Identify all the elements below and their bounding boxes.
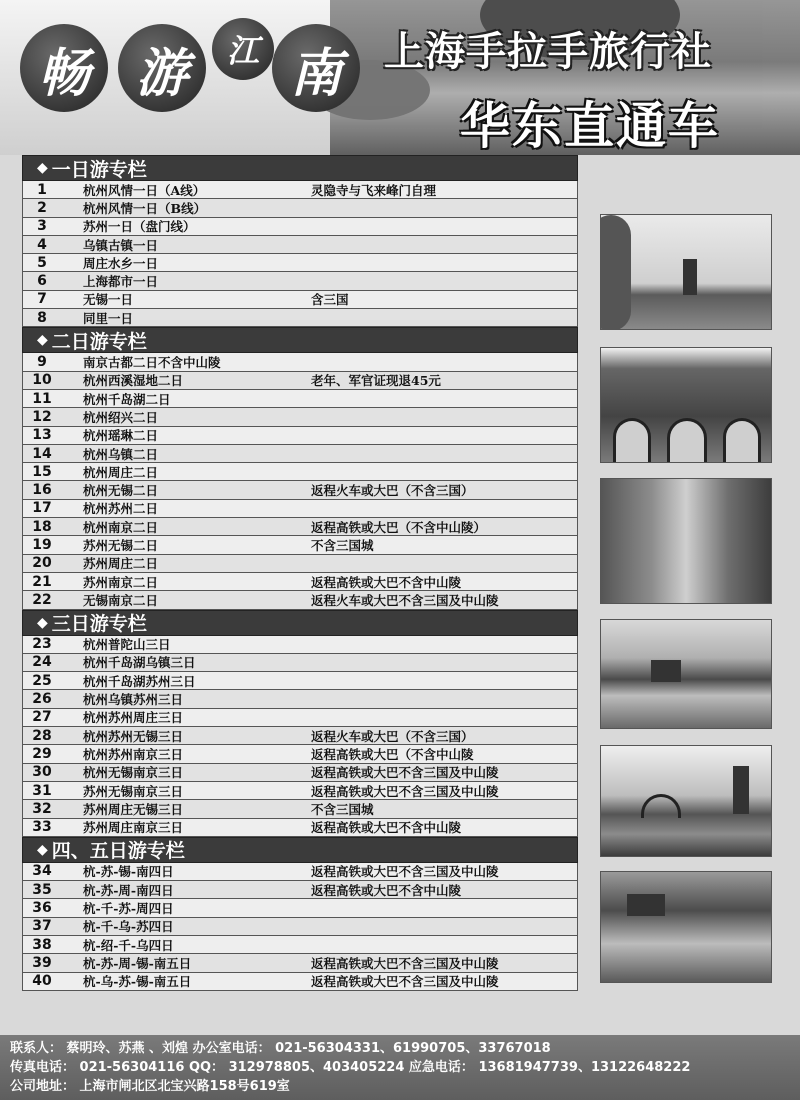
tour-row — [22, 954, 578, 972]
tour-row — [22, 254, 578, 272]
tour-route: 无锡南京二日 — [83, 592, 159, 608]
tour-row — [22, 390, 578, 408]
title-char: 南 — [289, 42, 342, 104]
tour-number: 16 — [32, 482, 52, 499]
photo-water-town-canal — [600, 478, 772, 604]
tour-row — [22, 518, 578, 536]
pagoda-shape — [683, 259, 697, 295]
section-header — [22, 610, 578, 636]
tour-route: 杭州南京二日 — [83, 519, 159, 535]
tour-row — [22, 573, 578, 591]
tour-number: 11 — [32, 390, 52, 407]
tour-row — [22, 654, 578, 672]
tour-number: 36 — [32, 900, 52, 917]
tour-row — [22, 918, 578, 936]
tour-row — [22, 800, 578, 818]
tour-row — [22, 973, 578, 991]
tour-route: 上海都市一日 — [83, 274, 159, 290]
tour-row — [22, 709, 578, 727]
tour-number: 2 — [37, 199, 47, 216]
tour-list — [22, 155, 578, 991]
tour-note: 返程高铁或大巴（不含中山陵 — [311, 746, 474, 762]
tour-route: 杭州瑶琳二日 — [83, 428, 159, 444]
photo-garden-rockery — [600, 871, 772, 983]
tour-route: 杭州乌镇苏州三日 — [83, 692, 184, 708]
tour-row — [22, 782, 578, 800]
archway-shape — [613, 418, 651, 463]
photo-lake-pavilion — [600, 619, 772, 729]
section-rows — [22, 863, 578, 991]
tour-number: 20 — [32, 555, 52, 572]
title-char-circle — [272, 24, 360, 112]
tour-route: 乌镇古镇一日 — [83, 237, 159, 253]
tour-number: 29 — [32, 745, 52, 762]
tour-number: 4 — [37, 236, 47, 253]
tour-route: 杭州风情一日（B线） — [83, 200, 207, 216]
tour-row — [22, 272, 578, 290]
tour-number: 33 — [32, 819, 52, 836]
diamond-bullet-icon: ◆ — [37, 160, 48, 176]
photo-gate-archway — [600, 347, 772, 463]
fax-qq-line: 传真电话： 021-56304116 QQ： 312978805、403405224 应急电话： 13681947739、13122648222 — [10, 1060, 691, 1075]
tour-number: 27 — [32, 709, 52, 726]
tour-number: 25 — [32, 672, 52, 689]
tour-number: 22 — [32, 591, 52, 608]
tour-row — [22, 764, 578, 782]
tour-route: 杭-绍-千-乌四日 — [83, 937, 174, 953]
tour-route: 杭州周庄二日 — [83, 464, 159, 480]
tour-route: 杭-苏-周-南四日 — [83, 882, 174, 898]
tour-row — [22, 636, 578, 654]
tour-number: 30 — [32, 764, 52, 781]
tour-note: 返程火车或大巴（不含三国） — [311, 728, 474, 744]
tour-number: 31 — [32, 782, 52, 799]
tour-route: 杭-苏-周-锡-南五日 — [83, 955, 192, 971]
photo-bridge-pagoda — [600, 745, 772, 857]
tour-number: 24 — [32, 654, 52, 671]
tour-row — [22, 819, 578, 837]
tour-route: 杭-乌-苏-锡-南五日 — [83, 974, 192, 990]
photo-pagoda-lake — [600, 214, 772, 330]
tour-row — [22, 936, 578, 954]
tour-note: 返程高铁或大巴不含三国及中山陵 — [311, 783, 499, 799]
tour-note: 不含三国城 — [311, 801, 374, 817]
tour-route: 杭州绍兴二日 — [83, 409, 159, 425]
section-title: 三日游专栏 — [51, 613, 147, 636]
tour-row — [22, 481, 578, 499]
tour-number: 23 — [32, 636, 52, 653]
tour-route: 杭州千岛湖乌镇三日 — [83, 655, 196, 671]
tour-row — [22, 218, 578, 236]
tour-number: 35 — [32, 881, 52, 898]
tour-number: 18 — [32, 518, 52, 535]
tour-note: 返程高铁或大巴不含三国及中山陵 — [311, 765, 499, 781]
agency-name: 上海手拉手旅行社 — [384, 29, 712, 75]
tour-row — [22, 899, 578, 917]
tour-row — [22, 463, 578, 481]
tour-number: 14 — [32, 445, 52, 462]
tour-route: 苏州周庄二日 — [83, 556, 159, 572]
section-title: 二日游专栏 — [51, 330, 147, 353]
tour-number: 34 — [32, 863, 52, 880]
tour-row — [22, 181, 578, 199]
tour-route: 周庄水乡一日 — [83, 255, 159, 271]
tour-note: 返程高铁或大巴不含三国及中山陵 — [311, 864, 499, 880]
tour-number: 37 — [32, 918, 52, 935]
tour-row — [22, 500, 578, 518]
tour-note: 返程火车或大巴（不含三国） — [311, 483, 474, 499]
tour-route: 杭州苏州周庄三日 — [83, 710, 184, 726]
tour-note: 返程高铁或大巴不含中山陵 — [311, 820, 462, 836]
tour-number: 1 — [37, 181, 47, 198]
archway-shape — [667, 418, 707, 463]
tour-note: 返程火车或大巴不含三国及中山陵 — [311, 592, 499, 608]
tour-number: 28 — [32, 727, 52, 744]
tour-number: 10 — [32, 372, 52, 389]
tour-route: 杭州风情一日（A线） — [83, 182, 206, 198]
tour-row — [22, 727, 578, 745]
tour-route: 杭州千岛湖苏州三日 — [83, 673, 196, 689]
section-title: 四、五日游专栏 — [51, 840, 185, 863]
tour-route: 杭州苏州无锡三日 — [83, 728, 184, 744]
tour-row — [22, 236, 578, 254]
tour-route: 苏州南京二日 — [83, 574, 159, 590]
tour-row — [22, 881, 578, 899]
tour-number: 17 — [32, 500, 52, 517]
tour-route: 苏州周庄南京三日 — [83, 820, 184, 836]
tour-row — [22, 591, 578, 609]
section-rows — [22, 353, 578, 609]
tour-route: 杭州苏州南京三日 — [83, 746, 184, 762]
tour-row — [22, 445, 578, 463]
section-rows — [22, 181, 578, 327]
tour-row — [22, 555, 578, 573]
tour-number: 39 — [32, 954, 52, 971]
tour-row — [22, 199, 578, 217]
tour-route: 杭州无锡二日 — [83, 483, 159, 499]
tour-route: 苏州无锡南京三日 — [83, 783, 184, 799]
tour-row — [22, 291, 578, 309]
tour-route: 苏州无锡二日 — [83, 538, 159, 553]
title-char: 江 — [226, 32, 259, 70]
tour-route: 杭州苏州二日 — [83, 501, 159, 517]
tour-number: 32 — [32, 800, 52, 817]
tour-route: 杭-千-苏-周四日 — [83, 901, 174, 917]
tour-note: 返程高铁或大巴（不含中山陵） — [311, 519, 487, 535]
pagoda-shape — [733, 766, 749, 814]
diamond-bullet-icon: ◆ — [37, 332, 48, 349]
section-header — [22, 327, 578, 353]
title-char-circle — [20, 24, 108, 112]
tour-number: 13 — [32, 427, 52, 444]
tour-row — [22, 408, 578, 426]
tour-number: 3 — [37, 218, 47, 235]
tour-note: 返程高铁或大巴不含三国及中山陵 — [311, 974, 499, 990]
tour-number: 19 — [32, 536, 52, 553]
tour-route: 杭州普陀山三日 — [83, 637, 171, 653]
tour-route: 苏州周庄无锡三日 — [83, 801, 184, 817]
tour-route: 杭州无锡南京三日 — [83, 765, 184, 781]
banner — [0, 0, 800, 155]
tour-row — [22, 745, 578, 763]
contact-people-line: 联系人： 蔡明玲、苏燕 、刘煌 办公室电话： 021-56304331、61990705、33767018 — [10, 1041, 551, 1056]
tour-number: 8 — [37, 309, 47, 326]
tour-number: 15 — [32, 463, 52, 480]
tour-number: 9 — [37, 354, 47, 371]
contact-footer — [0, 1035, 800, 1100]
tour-route: 杭-苏-锡-南四日 — [83, 864, 174, 880]
willow-tree — [600, 215, 631, 330]
tour-route: 同里一日 — [83, 310, 134, 326]
tour-number: 7 — [37, 291, 47, 308]
pavilion-shape — [627, 894, 665, 916]
tour-row — [22, 309, 578, 327]
tour-row — [22, 863, 578, 881]
title-char-circle — [212, 18, 274, 80]
tour-row — [22, 427, 578, 445]
tour-number: 38 — [32, 936, 52, 953]
tour-route: 苏州一日（盘门线） — [83, 219, 196, 235]
archway-shape — [723, 418, 761, 463]
tour-note: 老年、军官证现退45元 — [311, 373, 441, 389]
diamond-bullet-icon: ◆ — [37, 841, 48, 858]
title-char: 畅 — [37, 42, 90, 104]
tour-row — [22, 353, 578, 371]
section-rows — [22, 636, 578, 837]
title-char-circle — [118, 24, 206, 112]
section-title: 一日游专栏 — [51, 158, 147, 181]
tour-note: 含三国 — [311, 292, 349, 308]
section-header — [22, 837, 578, 863]
pavilion-shape — [651, 660, 681, 682]
service-title: 华东直通车 — [460, 97, 720, 155]
tour-note: 返程高铁或大巴不含三国及中山陵 — [311, 955, 499, 971]
tour-row — [22, 672, 578, 690]
tour-route: 杭州乌镇二日 — [83, 446, 159, 462]
tour-route: 杭州西溪湿地二日 — [83, 373, 184, 389]
bridge-arch — [641, 794, 681, 818]
tour-number: 21 — [32, 573, 52, 590]
tour-number: 6 — [37, 273, 47, 290]
diamond-bullet-icon: ◆ — [37, 614, 48, 631]
title-char: 游 — [135, 42, 188, 104]
tour-route: 南京古都二日不含中山陵 — [83, 355, 221, 371]
tour-number: 5 — [37, 254, 47, 271]
tour-note: 返程高铁或大巴不含中山陵 — [311, 574, 462, 590]
tour-route: 杭-千-乌-苏四日 — [83, 919, 174, 935]
address-line: 公司地址： 上海市闸北区北宝兴路158号619室 — [10, 1079, 290, 1094]
tour-number: 40 — [32, 973, 52, 990]
tour-number: 12 — [32, 408, 52, 425]
tour-note: 不含三国城 — [311, 538, 374, 553]
tour-row — [22, 372, 578, 390]
tour-note: 灵隐寺与飞来峰门自理 — [311, 182, 437, 198]
tour-number: 26 — [32, 691, 52, 708]
tour-route: 无锡一日 — [83, 292, 134, 308]
tour-row — [22, 690, 578, 708]
section-header — [22, 155, 578, 181]
tour-row — [22, 536, 578, 554]
tour-route: 杭州千岛湖二日 — [83, 391, 171, 407]
tour-note: 返程高铁或大巴不含中山陵 — [311, 882, 462, 898]
